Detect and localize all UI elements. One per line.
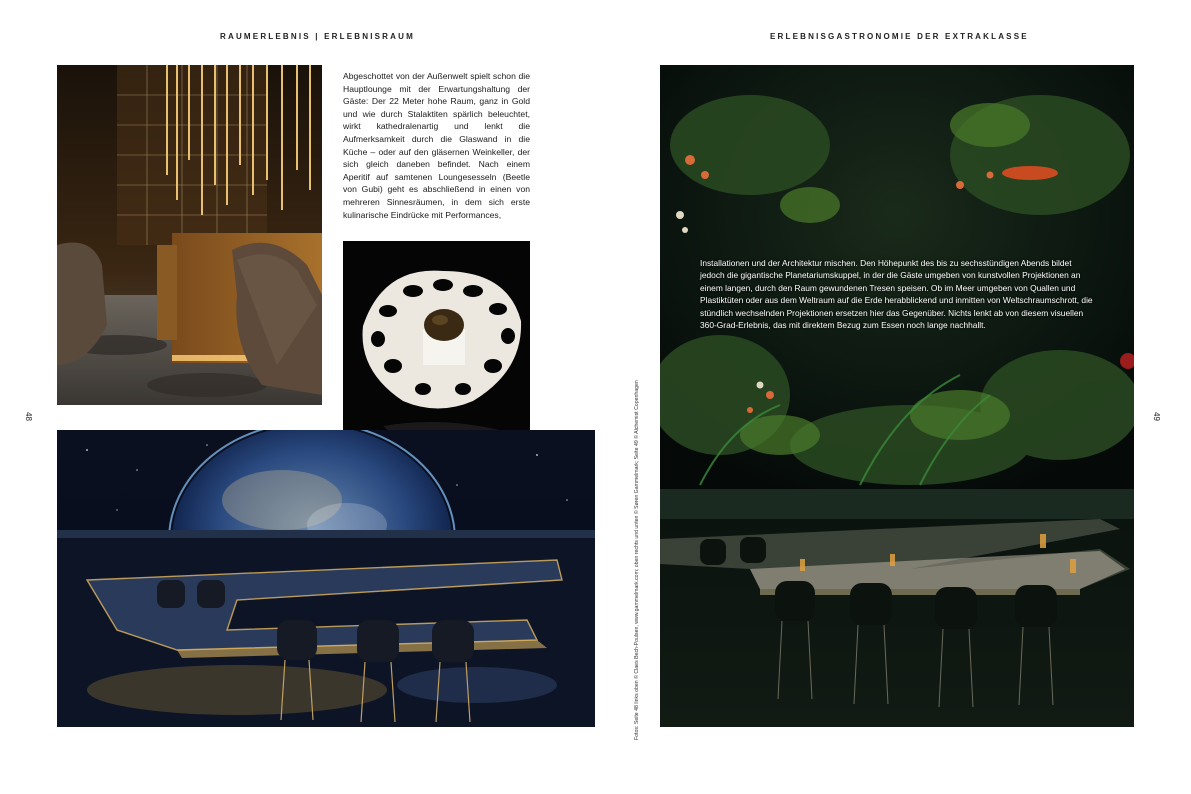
lounge-photo [57, 65, 322, 405]
page-number-left: 48 [23, 412, 33, 421]
page-number-right: 49 [1151, 412, 1161, 421]
running-head-right: ERLEBNISGASTRONOMIE DER EXTRAKLASSE [770, 32, 1029, 41]
running-head-left: RAUMERLEBNIS | ERLEBNISRAUM [220, 32, 415, 41]
planetarium-photo [57, 430, 595, 727]
body-text-left: Abgeschottet von der Außenwelt spielt schon die Hauptlounge mit der Erwartungshaltung der Gäste: Der 22 Meter hohe Raum, ganz in Gold und wie durch Stalaktiten spärlich beleuchtet, wirkt kathedralenartig und lenkt die Aufmerksamkeit durch die Glaswand in die Küche – oder auf den gläsernen Weinkeller, der sich gleich daneben befindet. Nach einem Aperitif auf samtenen Loungesesseln (Beetle von Gubi) geht es abschließend in einen von mehreren Sinnesräumen, in dem sich erste kulinarische Eindrücke mit Performances, [343, 71, 530, 220]
body-text-right: Installationen und der Architektur mischen. Den Höhepunkt des bis zu sechsstündigen Abends bildet jedoch die gigantische Planetariumskuppel, in der die Gäste umgeben von kunstvollen Projektionen an einem langen, durch den Raum gewundenen Tresen speisen. Ob im Meer umgeben von Quallen und Plastiktüten oder aus dem Weltraum auf die Erde herabblickend und inmitten von Weltschraumschrott, die stündlich wechselnden Projektionen ersetzen hier das Gegenüber. Nichts lenkt ab von diesem visuellen 360-Grad-Erlebnis, das mit direktem Bezug zum Essen noch lange nachhallt. [700, 258, 1093, 331]
photo-credit: Fotos: Seite 48 links oben © Claes Bech-Poulsen, www.gammelmark.com; oben rechts und unten © Søren Gammelmark; Seite 49 © Alchemist Copenhagen [634, 380, 640, 740]
dining-room-photo [660, 489, 1134, 727]
